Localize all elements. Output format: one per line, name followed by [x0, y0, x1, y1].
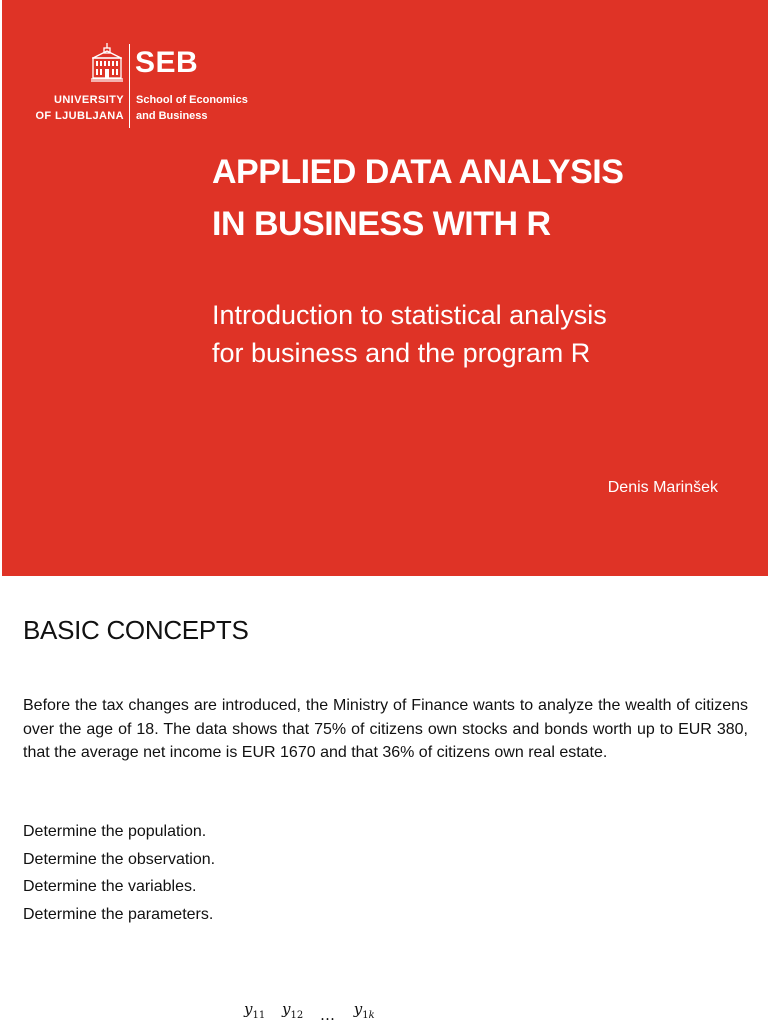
section-heading: BASIC CONCEPTS — [23, 615, 249, 645]
task-item: Determine the population. — [23, 823, 207, 840]
school-line-1: School of Economics — [136, 94, 248, 106]
university-line-1: UNIVERSITY — [53, 94, 124, 106]
matrix-ellipsis: … — [320, 1006, 335, 1024]
task-item: Determine the observation. — [23, 850, 216, 868]
task-list — [23, 818, 215, 928]
logo-acronym: SEB — [135, 46, 199, 79]
content-slide — [0, 576, 768, 1024]
presentation-title — [212, 146, 752, 250]
data-matrix-row — [244, 1000, 387, 1024]
subtitle-line-1: Introduction to statistical analysis — [212, 300, 607, 330]
university-name — [35, 92, 124, 124]
title-line-2: IN BUSINESS WITH R — [212, 205, 551, 243]
school-name — [136, 92, 248, 124]
university-building-icon — [90, 42, 124, 82]
school-line-2: and Business — [136, 110, 208, 122]
problem-paragraph: Before the tax changes are introduced, the Ministry of Finance wants to analyze the wealth of citizens over the age of 18. The data shows that 75% of citizens own stocks and bonds worth up to EUR 380, that the average net income is EUR 1670 and that 36% of citizens own real estate. — [23, 697, 748, 761]
task-item: Determine the variables. — [23, 878, 197, 895]
title-slide — [2, 0, 768, 576]
task-item: Determine the parameters. — [23, 905, 214, 923]
matrix-cell: $y_{11}$ — [244, 1000, 266, 1021]
matrix-cell: $y_{1k}$ — [353, 1000, 375, 1021]
author-name: Denis Marinšek — [607, 479, 718, 496]
matrix-cell: $y_{12}$ — [282, 1000, 304, 1021]
seb-logo — [30, 42, 270, 128]
presentation-subtitle — [212, 296, 752, 372]
university-line-2: OF LJUBLJANA — [35, 110, 124, 122]
title-line-1: APPLIED DATA ANALYSIS — [212, 153, 624, 191]
subtitle-line-2: for business and the program R — [212, 338, 591, 368]
logo-divider — [129, 44, 130, 128]
